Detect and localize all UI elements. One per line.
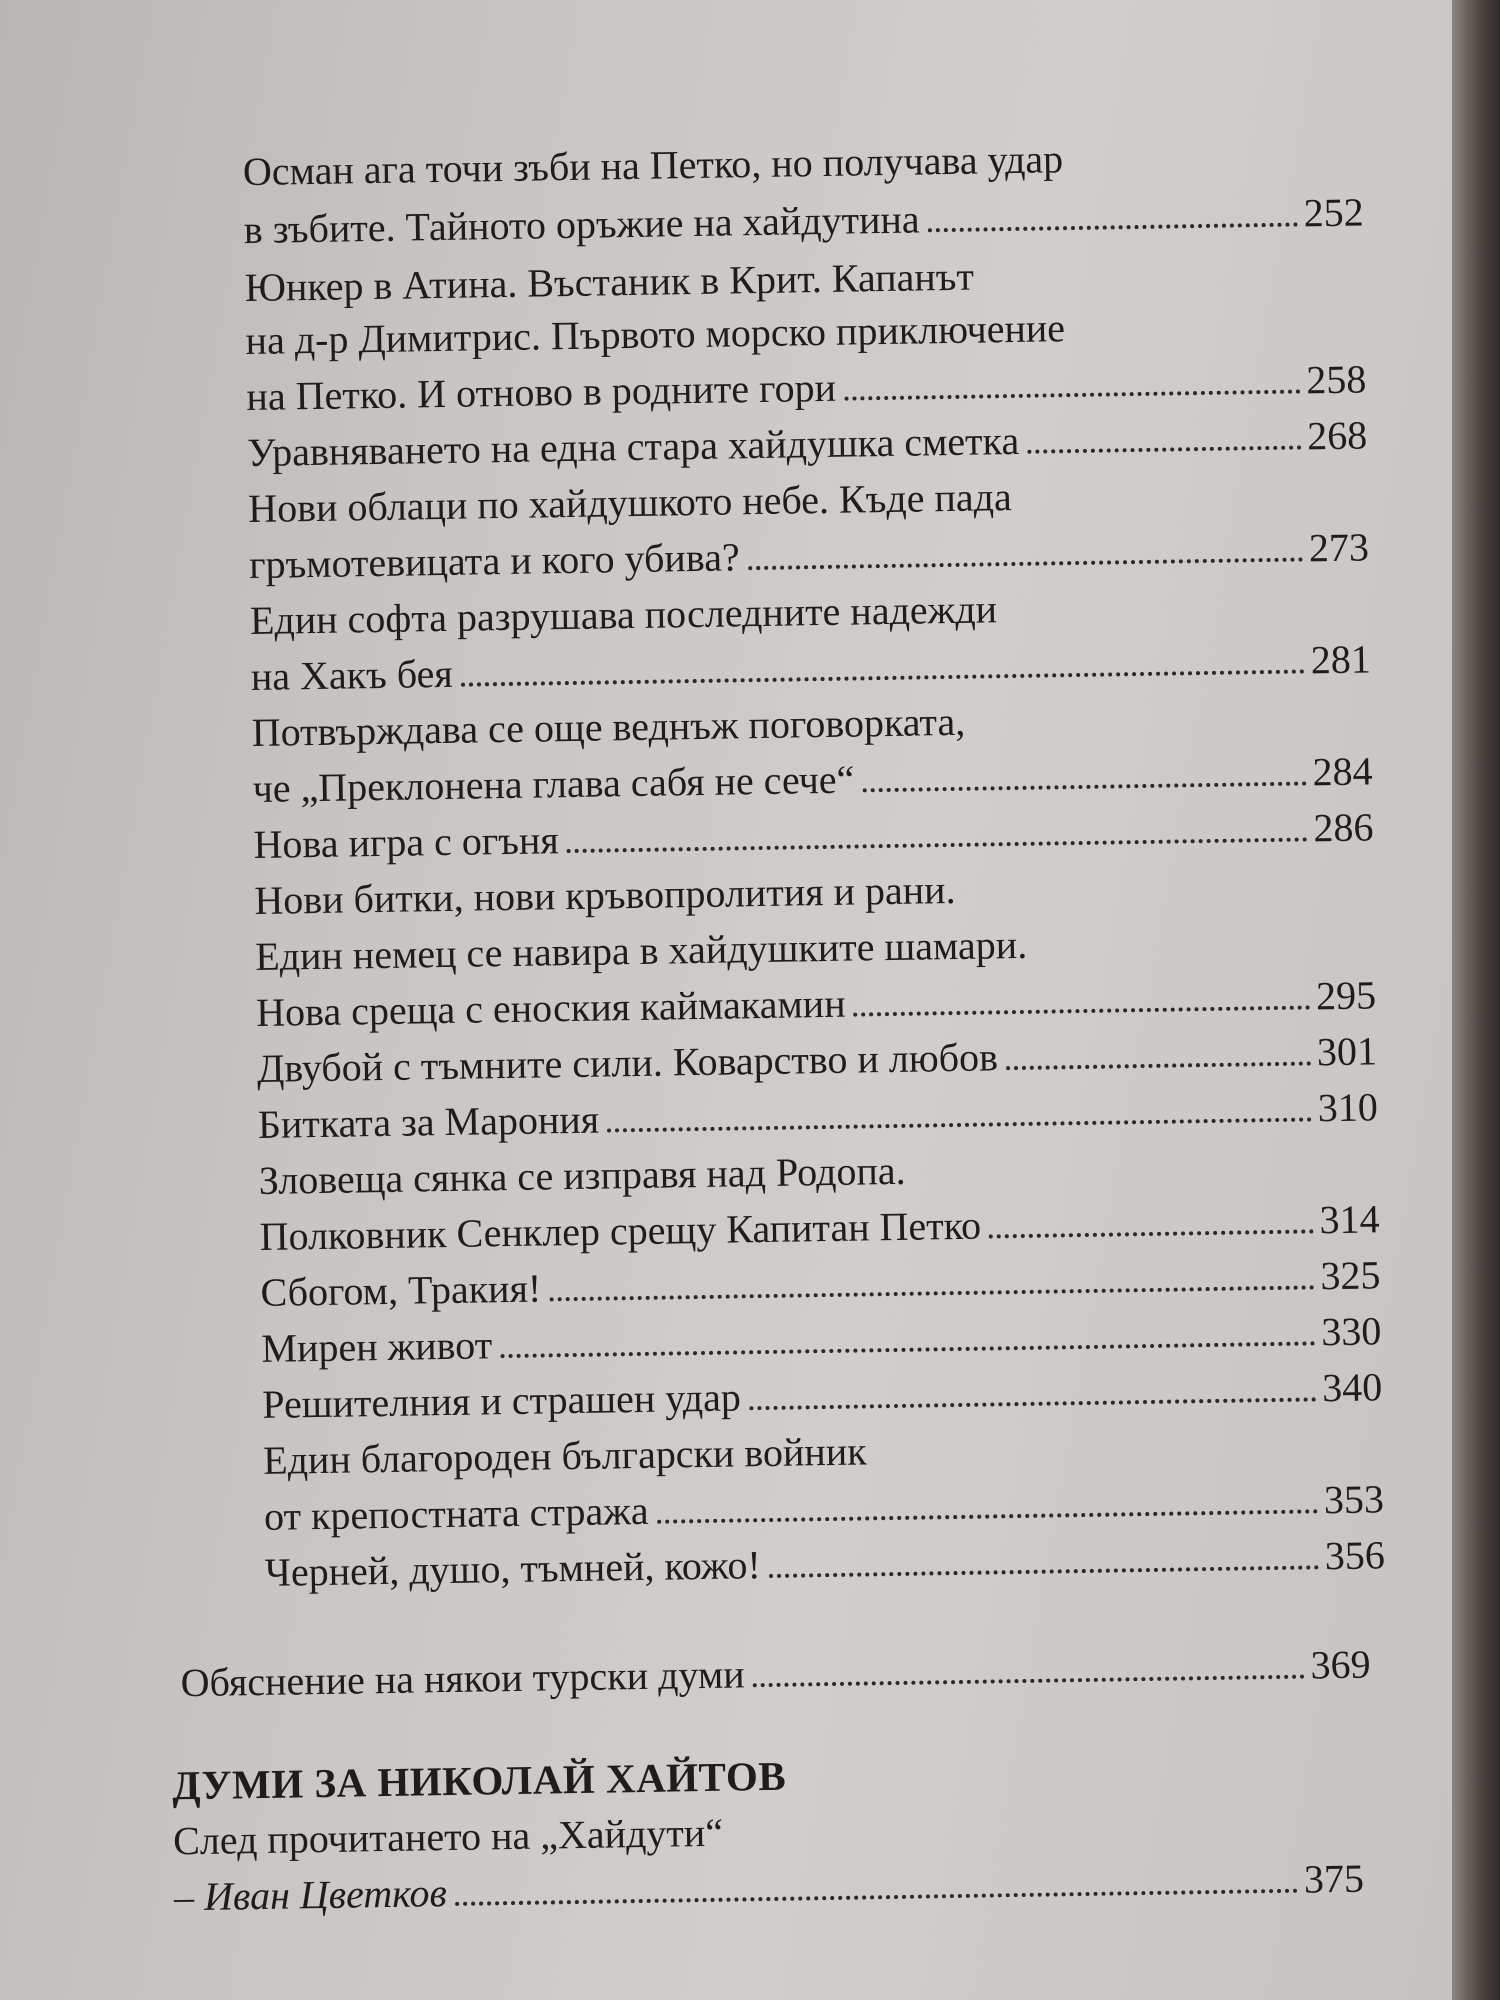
toc-line (253, 802, 1374, 870)
toc-line (263, 1418, 1384, 1486)
toc-entry-text: Един благороден български войник (262, 1428, 867, 1483)
leader-dots (607, 1117, 1312, 1132)
toc-page-number: 258 (1305, 356, 1367, 403)
toc-line (252, 746, 1373, 814)
leader-dots (928, 223, 1298, 233)
toc-page-number: 330 (1320, 1308, 1382, 1355)
toc-line (260, 1250, 1381, 1318)
toc-entry-text: че „Преклонена глава сабя не сече“ (252, 756, 855, 811)
leader-dots (862, 781, 1306, 792)
leader-dots (455, 1889, 1298, 1906)
toc-appendix-line (180, 1640, 1371, 1709)
toc-page-number: 310 (1317, 1084, 1379, 1131)
toc-entry-text: Решителния и страшен удар (261, 1374, 742, 1427)
toc-entry-text: на Петко. И отново в родните гори (246, 364, 837, 420)
toc-page-number: 252 (1303, 189, 1365, 236)
toc-entry-text: Нови облаци по хайдушкото небе. Къде пада (247, 474, 1013, 532)
toc-line (243, 129, 1364, 197)
toc-line (256, 970, 1377, 1038)
toc-line (250, 578, 1371, 646)
toc-entry-text: от крепостната стража (263, 1487, 649, 1539)
section-item-page-number: 375 (1303, 1855, 1365, 1902)
section-item-author: – Иван Цветков (173, 1870, 448, 1920)
toc-entry-text: на Хакъ бея (250, 650, 454, 700)
toc-page-number: 301 (1316, 1028, 1378, 1075)
leader-dots (567, 837, 1308, 853)
toc-line (246, 354, 1367, 422)
toc-line (258, 1138, 1379, 1206)
toc-entry-text: Нова среща с еноския каймакамин (255, 980, 846, 1035)
section-item-title: След прочитането на „Хайдути“ (172, 1809, 724, 1864)
toc-entry-text: на д-р Димитрис. Първото морско приключение (245, 305, 1066, 364)
toc-page-number: 340 (1321, 1364, 1383, 1411)
toc-page-number: 281 (1310, 636, 1372, 683)
toc-line (254, 858, 1375, 926)
leader-dots (769, 1565, 1319, 1578)
toc-entry-text: Един софта разрушава последните надежди (249, 586, 998, 644)
leader-dots (844, 389, 1301, 400)
leader-dots (461, 669, 1305, 686)
toc-entry-text: Осман ага точи зъби на Петко, но получава удар (242, 136, 1064, 195)
leader-dots (1027, 445, 1301, 453)
toc-entry-text: Юнкер в Атина. Въстаник в Крит. Капанът (244, 253, 975, 311)
leader-dots (549, 1285, 1314, 1301)
leader-dots (1006, 1061, 1311, 1070)
leader-dots (500, 1341, 1315, 1358)
toc-entry-text: Битката за Марония (257, 1096, 600, 1147)
toc-line (257, 1026, 1378, 1094)
toc-page-number: 286 (1313, 804, 1374, 851)
toc-page-number: 273 (1308, 524, 1370, 571)
leader-dots (749, 1397, 1316, 1410)
toc-line (174, 1854, 1365, 1923)
toc-entry-text: Сбогом, Тракия! (260, 1265, 542, 1315)
toc-entry-text: в зъбите. Тайното оръжие на хайдутина (243, 196, 920, 253)
toc-line (247, 410, 1368, 478)
leader-dots (748, 557, 1303, 570)
leader-dots (854, 1005, 1311, 1016)
toc-entry-text: Двубой с тъмните сили. Коварство и любов (256, 1034, 999, 1091)
toc-page-number: 356 (1324, 1532, 1386, 1579)
appendix-text: Обяснение на някои турски думи (180, 1651, 745, 1706)
toc-entry-text: Полковник Сенклер срещу Капитан Петко (259, 1202, 982, 1259)
leader-dots (657, 1509, 1318, 1523)
toc-line (248, 466, 1369, 534)
toc-line (259, 1194, 1380, 1262)
toc-line (264, 1474, 1385, 1542)
toc-page-number: 314 (1319, 1196, 1380, 1243)
toc-line (250, 634, 1371, 702)
toc-page-number: 268 (1306, 412, 1368, 459)
toc-page-number: 295 (1315, 972, 1377, 1019)
toc-entry-text: Уравняването на една стара хайдушка сметка (246, 417, 1020, 476)
toc-entry-text: Мирен живот (261, 1322, 493, 1371)
toc-entry-text: Нова игра с огъня (253, 817, 560, 867)
toc-line (265, 1530, 1386, 1598)
toc-entry-text: Нови битки, нови кръвопролития и рани. (254, 866, 956, 923)
toc-page-number: 284 (1312, 748, 1373, 795)
toc-entry-text: Черней, душо, тъмней, кожо! (264, 1542, 762, 1595)
toc-page-number: 325 (1320, 1252, 1381, 1299)
toc-line (251, 690, 1372, 758)
appendix-page-number: 369 (1310, 1641, 1371, 1688)
leader-dots (989, 1229, 1314, 1238)
toc-line (261, 1306, 1382, 1374)
toc-line (249, 522, 1370, 590)
toc-line (258, 1082, 1379, 1150)
section-heading: ДУМИ ЗА НИКОЛАЙ ХАЙТОВ (171, 1752, 787, 1809)
toc-line (262, 1362, 1383, 1430)
leader-dots (753, 1675, 1305, 1688)
toc-entry-text: Зловеща сянка се изправя над Родопа. (258, 1147, 906, 1203)
toc-page-number: 353 (1323, 1476, 1385, 1523)
toc-line (243, 187, 1364, 255)
toc-entry-text: Потвърждава се още веднъж поговорката, (251, 698, 966, 756)
book-spine-shadow (1452, 0, 1500, 2000)
toc-entry-text: гръмотевицата и кого убива? (248, 534, 740, 588)
toc-entry-text: Един немец се навира в хайдушките шамари. (254, 921, 1028, 979)
toc-line (255, 914, 1376, 982)
